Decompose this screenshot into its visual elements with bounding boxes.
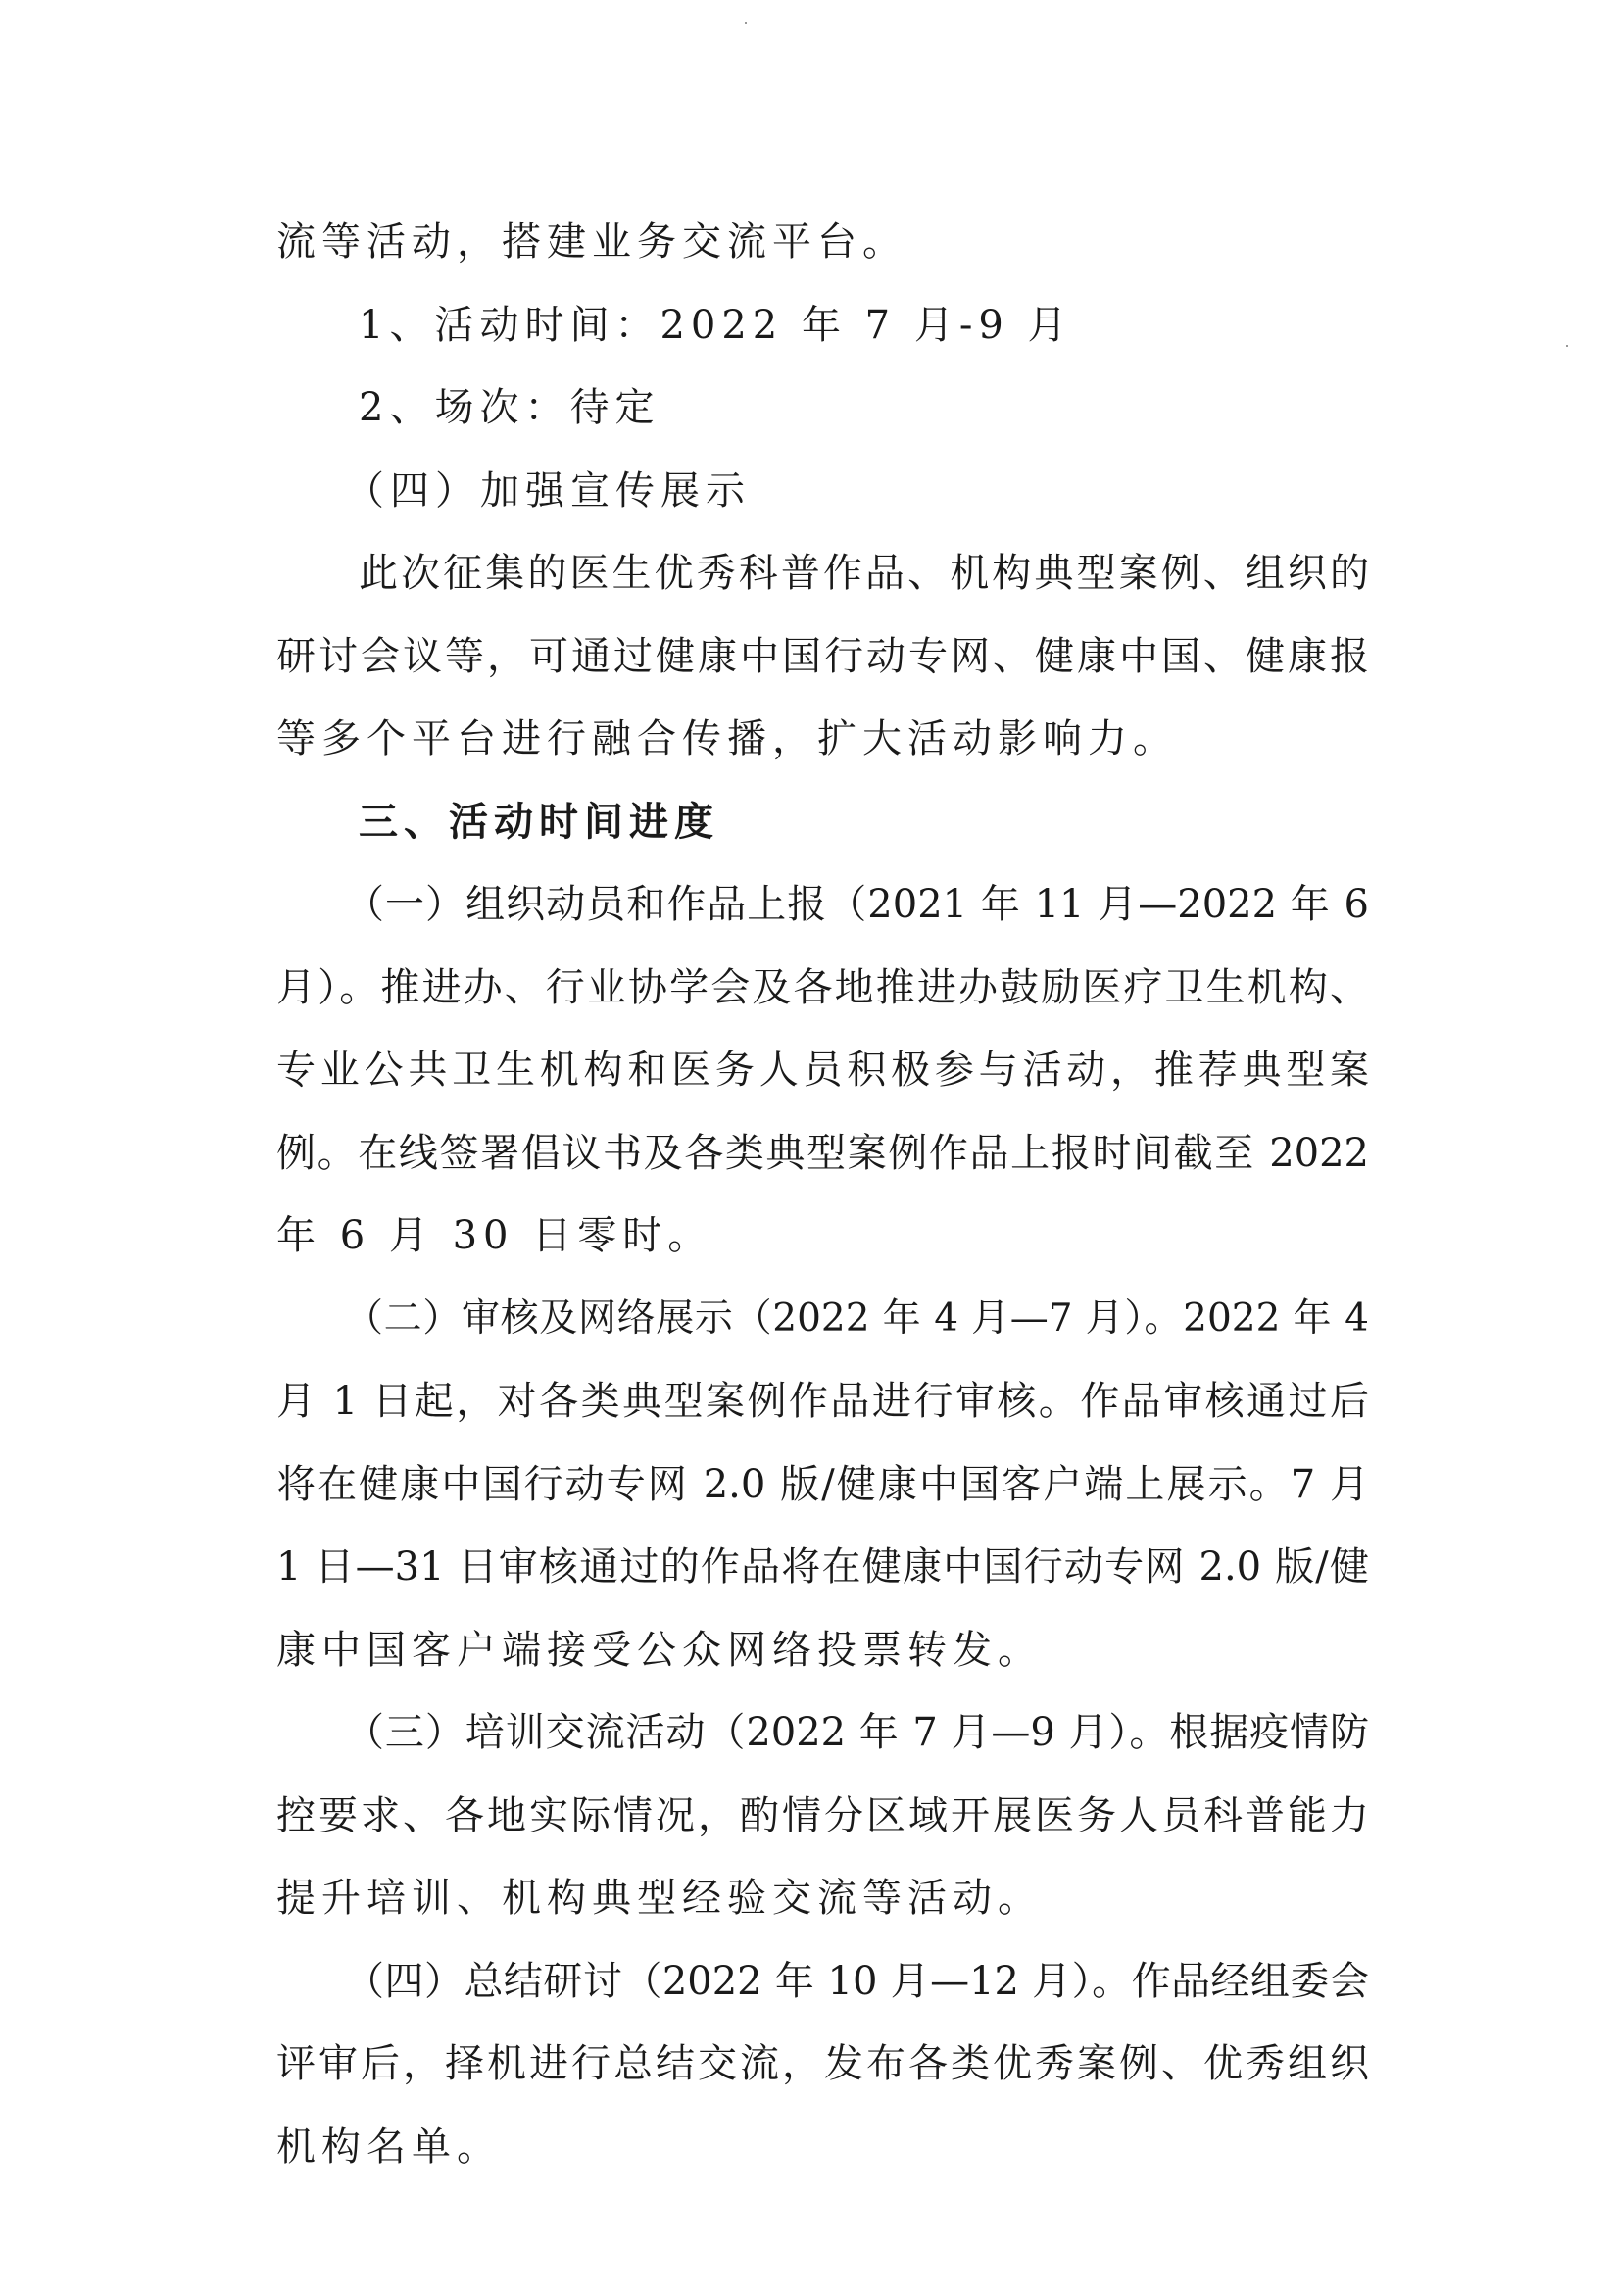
paragraph-line: 控要求、各地实际情况，酌情分区域开展医务人员科普能力	[276, 1792, 1369, 1838]
scan-speck	[745, 22, 747, 24]
paragraph-line: 月）。推进办、行业协学会及各地推进办鼓励医疗卫生机构、	[276, 964, 1369, 1010]
paragraph-line: （三）培训交流活动（2022 年 7 月—9 月）。根据疫情防	[345, 1710, 1369, 1755]
list-item-sessions: 2、场次：待定	[359, 385, 660, 430]
paragraph-line: 流等活动，搭建业务交流平台。	[276, 220, 907, 265]
subheading-publicity: （四）加强宣传展示	[345, 467, 751, 513]
section-heading-schedule: 三、活动时间进度	[359, 799, 719, 845]
paragraph-line: 年 6 月 30 日零时。	[276, 1213, 713, 1258]
paragraph-line: 月 1 日起，对各类典型案例作品进行审核。作品审核通过后	[276, 1379, 1369, 1424]
scan-speck	[1566, 345, 1568, 347]
paragraph-line: 研讨会议等，可通过健康中国行动专网、健康中国、健康报	[276, 633, 1369, 679]
paragraph-line: 机构名单。	[276, 2124, 502, 2170]
paragraph-line: 评审后，择机进行总结交流，发布各类优秀案例、优秀组织	[276, 2041, 1369, 2086]
paragraph-line: 1 日—31 日审核通过的作品将在健康中国行动专网 2.0 版/健	[276, 1544, 1369, 1589]
document-body	[276, 201, 1369, 2188]
paragraph-line: （一）组织动员和作品上报（2021 年 11 月—2022 年 6	[345, 882, 1369, 927]
paragraph-line: 此次征集的医生优秀科普作品、机构典型案例、组织的	[359, 551, 1369, 596]
paragraph-line: （二）审核及网络展示（2022 年 4 月—7 月）。2022 年 4	[345, 1295, 1369, 1341]
paragraph-line: 康中国客户端接受公众网络投票转发。	[276, 1627, 1043, 1673]
list-item-activity-time: 1、活动时间：2022 年 7 月-9 月	[359, 302, 1073, 348]
paragraph-line: 将在健康中国行动专网 2.0 版/健康中国客户端上展示。7 月	[276, 1461, 1369, 1507]
paragraph-line: 等多个平台进行融合传播，扩大活动影响力。	[276, 716, 1178, 761]
paragraph-line: 专业公共卫生机构和医务人员积极参与活动，推荐典型案	[276, 1048, 1369, 1093]
paragraph-line: 例。在线签署倡议书及各类典型案例作品上报时间截至 2022	[276, 1130, 1369, 1176]
paragraph-line: （四）总结研讨（2022 年 10 月—12 月）。作品经组委会	[345, 1958, 1369, 2004]
paragraph-line: 提升培训、机构典型经验交流等活动。	[276, 1876, 1043, 1921]
